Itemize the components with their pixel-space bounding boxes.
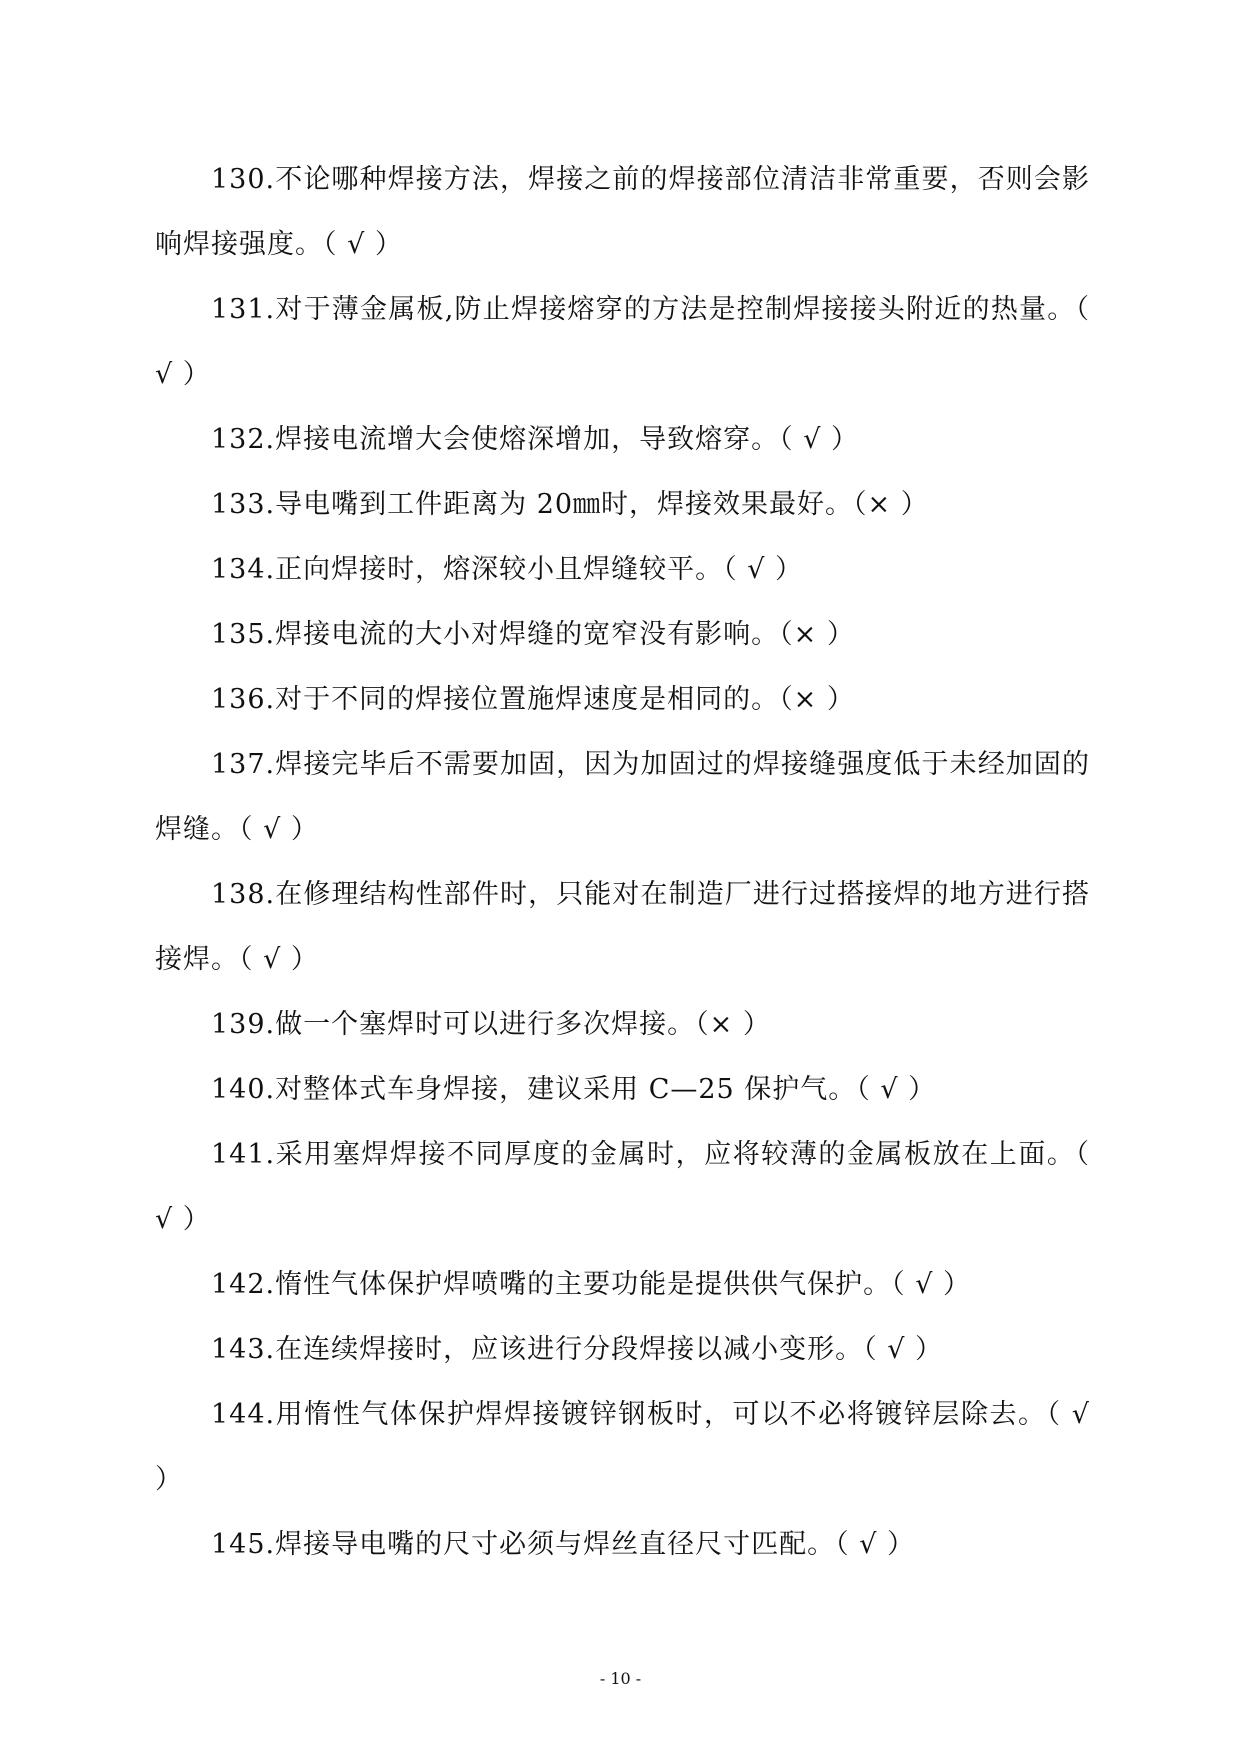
question-139: 139.做一个塞焊时可以进行多次焊接。（× ）: [211, 1009, 771, 1040]
page-number: - 10 -: [599, 1669, 642, 1688]
question-143: 143.在连续焊接时，应该进行分段焊接以减小变形。（ √ ）: [211, 1334, 943, 1365]
question-133: 133.导电嘴到工件距离为 20㎜时，焊接效果最好。（× ）: [211, 489, 929, 520]
question-135: 135.焊接电流的大小对焊缝的宽窄没有影响。（× ）: [211, 619, 855, 650]
question-144: 144.用惰性气体保护焊焊接镀锌钢板时，可以不必将镀锌层除去。（ √ ）: [155, 1399, 1090, 1495]
question-134: 134.正向焊接时，熔深较小且焊缝较平。（ √ ）: [211, 554, 803, 585]
question-141: 141.采用塞焊焊接不同厚度的金属时，应将较薄的金属板放在上面。（ √ ）: [155, 1139, 1090, 1235]
question-136: 136.对于不同的焊接位置施焊速度是相同的。（× ）: [211, 684, 855, 715]
document-body: [155, 147, 1090, 1577]
question-132: 132.焊接电流增大会使熔深增加，导致熔穿。（ √ ）: [211, 424, 859, 455]
question-138: 138.在修理结构性部件时，只能对在制造厂进行过搭接焊的地方进行搭接焊。（ √ ）: [155, 879, 1090, 975]
question-145: 145.焊接导电嘴的尺寸必须与焊丝直径尺寸匹配。（ √ ）: [211, 1529, 915, 1560]
question-142: 142.惰性气体保护焊喷嘴的主要功能是提供供气保护。（ √ ）: [211, 1269, 971, 1300]
question-140: 140.对整体式车身焊接，建议采用 C—25 保护气。（ √ ）: [211, 1074, 937, 1105]
question-130: 130.不论哪种焊接方法，焊接之前的焊接部位清洁非常重要，否则会影响焊接强度。（ √ ）: [155, 164, 1090, 260]
question-131: 131.对于薄金属板,防止焊接熔穿的方法是控制焊接接头附近的热量。（ √ ）: [155, 294, 1090, 390]
question-137: 137.焊接完毕后不需要加固，因为加固过的焊接缝强度低于未经加固的焊缝。（ √ ）: [155, 749, 1090, 845]
